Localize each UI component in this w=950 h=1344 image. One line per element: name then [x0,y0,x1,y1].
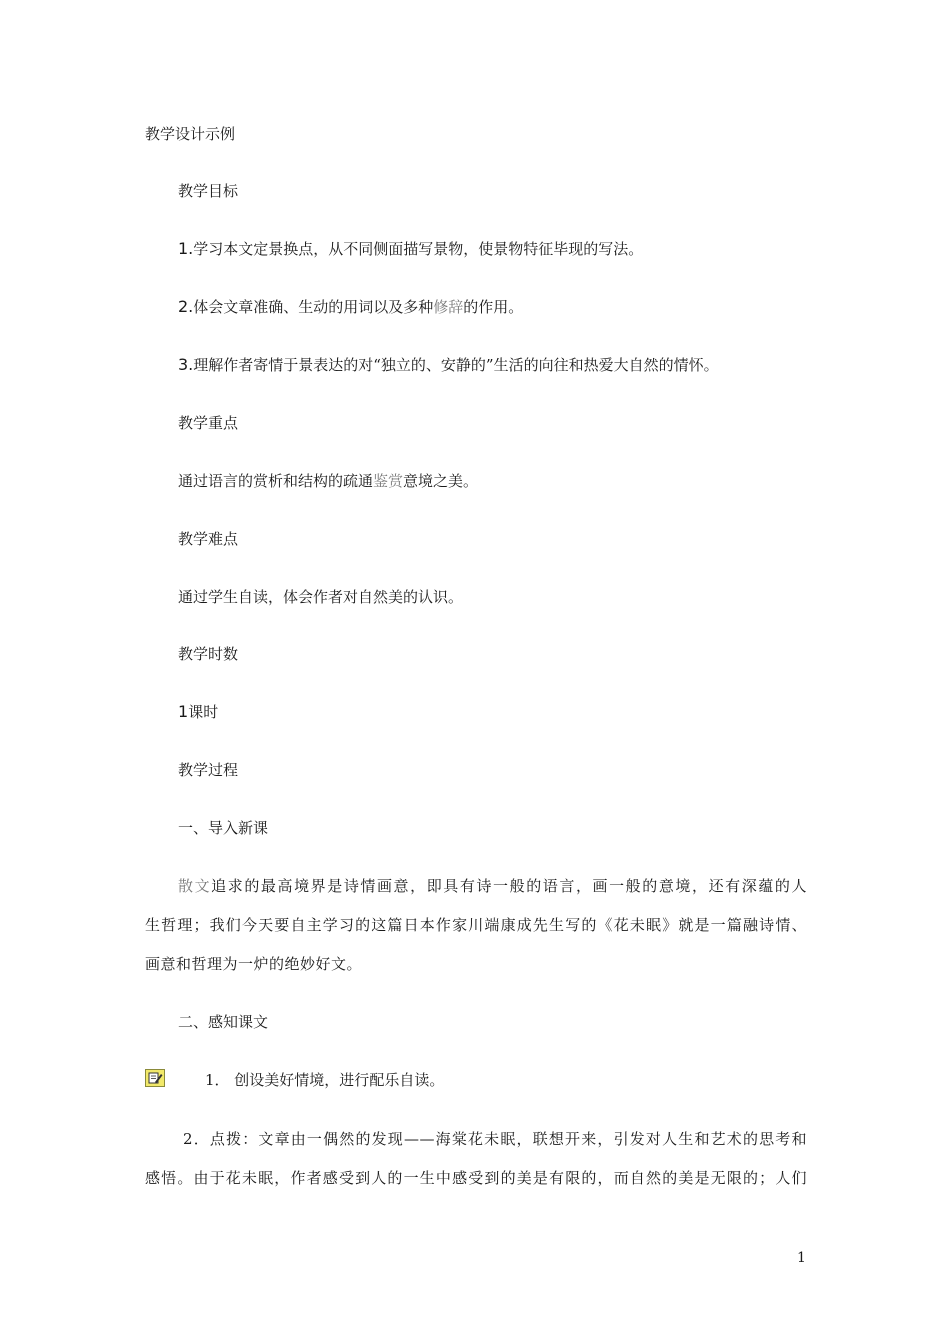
hours-value [178,702,218,722]
objectives-heading: 教学目标 [178,182,239,200]
key-heading: 教学重点 [178,414,239,432]
objective-3-text: 理解作者寄情于景表达的对“独立的、安静的”生活的向往和热爱大自然的情怀。 [193,356,719,374]
difficulty-heading: 教学难点 [178,530,239,548]
objective-3 [178,355,719,375]
section2-heading: 二、感知课文 [178,1013,269,1031]
objective-1-number: 1. [178,239,194,258]
objective-3-number: 3. [178,355,194,374]
objective-2 [178,297,523,317]
pencil-note-icon[interactable] [145,1069,165,1087]
step-1: 1． 创设美好情境，进行配乐自读。 [205,1071,445,1089]
objective-2-text-pre: 体会文章准确、生动的用词以及多种 [193,298,434,316]
key-point [178,471,478,491]
objective-2-number: 2. [178,297,194,316]
step-2-line1: 2．点拨：文章由一偶然的发现——海棠花未眠，联想开来，引发对人生和艺术的思考和 [183,1130,807,1148]
objective-2-text-post: 的作用。 [463,298,524,316]
difficulty-text: 通过学生自读，体会作者对自然美的认识。 [178,588,464,606]
section1-para-line3: 画意和哲理为一炉的绝妙好文。 [145,955,363,973]
doc-title: 教学设计示例 [145,125,236,143]
objective-2-link[interactable]: 修辞 [433,298,464,316]
objective-1 [178,239,643,259]
key-point-pre: 通过语言的赏析和结构的疏通 [178,472,374,490]
process-heading: 教学过程 [178,761,239,779]
section1-para-line2: 生哲理；我们今天要自主学习的这篇日本作家川端康成先生写的《花未眠》就是一篇融诗情、 [145,916,807,934]
step-2-line2: 感悟。由于花未眠，作者感受到人的一生中感受到的美是有限的，而自然的美是无限的；人们 [145,1169,807,1187]
section1-para-line1 [178,876,807,896]
hours-number: 1 [178,702,189,721]
key-point-link[interactable]: 鉴赏 [373,472,404,490]
hours-text: 课时 [188,703,219,721]
section1-link[interactable]: 散文 [178,877,212,895]
page-number: 1 [797,1250,806,1266]
key-point-post: 意境之美。 [403,472,479,490]
section1-line1-rest: 追求的最高境界是诗情画意，即具有诗一般的语言，画一般的意境，还有深蕴的人 [211,877,807,895]
hours-heading: 教学时数 [178,645,239,663]
section1-heading: 一、导入新课 [178,819,269,837]
objective-1-text: 学习本文定景换点，从不同侧面描写景物，使景物特征毕现的写法。 [193,240,644,258]
